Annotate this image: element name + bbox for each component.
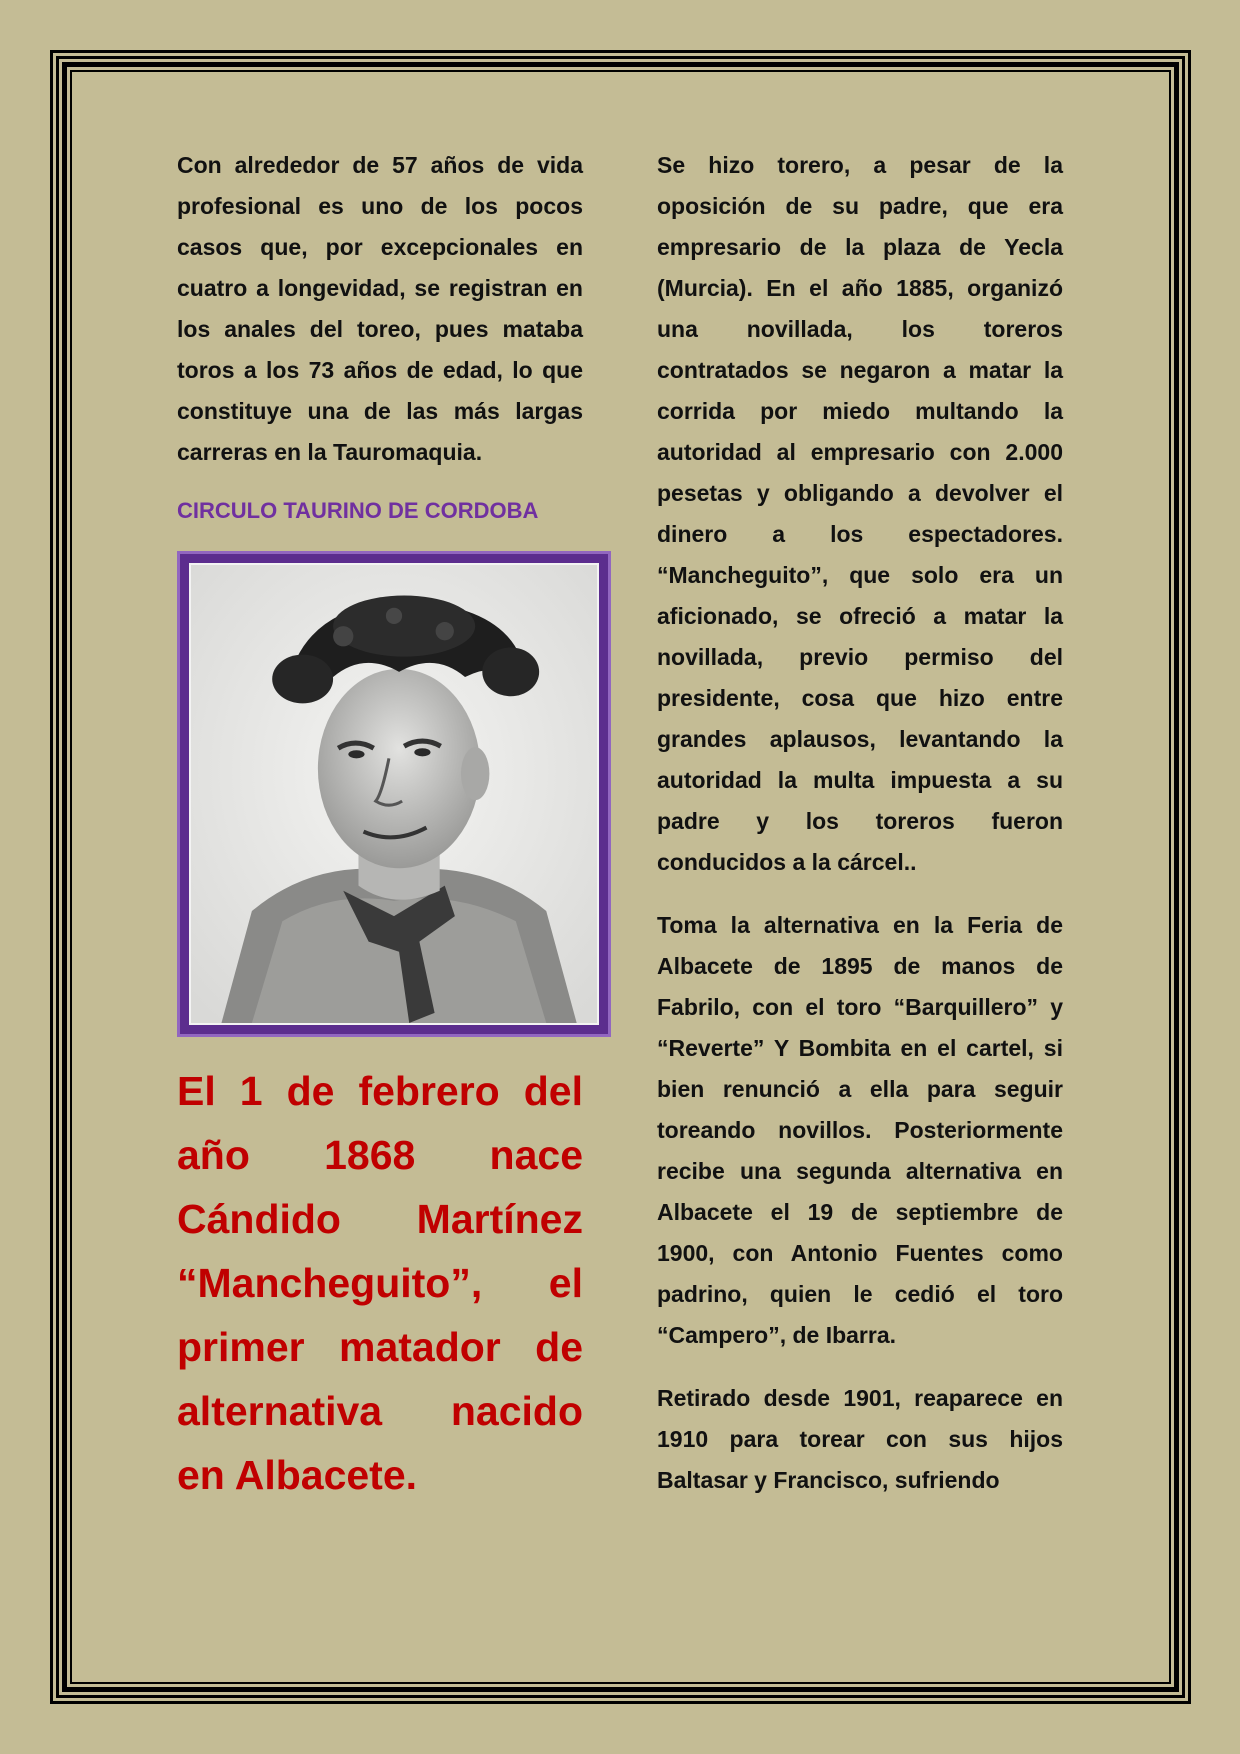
right-column bbox=[657, 145, 1063, 1501]
paragraph-3: Retirado desde 1901, reaparece en 1910 para torear con sus hijos Baltasar y Francisco, sufriendo bbox=[657, 1385, 1063, 1493]
paragraph-2: Toma la alternativa en la Feria de Albacete de 1895 de manos de Fabrilo, con el toro “Barquillero” y “Reverte” Y Bombita en el cartel, si bien renunció a ella para seguir toreando novillos. Posteriormente recibe una segunda alternativa en Albacete el 19 de septiembre de 1900, con Antonio Fuentes como padrino, quien le cedió el toro “Campero”, de Ibarra. bbox=[657, 912, 1063, 1348]
headline: El 1 de febrero del año 1868 nace Cándido Martínez “Mancheguito”, el primer matador de alternativa nacido en Albacete. bbox=[177, 1068, 583, 1498]
portrait-photo-frame bbox=[177, 551, 611, 1037]
portrait-photo-icon bbox=[189, 563, 599, 1025]
source-label: CIRCULO TAURINO DE CORDOBA bbox=[177, 498, 539, 523]
intro-paragraph: Con alrededor de 57 años de vida profesional es uno de los pocos casos que, por excepcionales en cuatro a longevidad, se registran en los anales del toreo, pues mataba toros a los 73 años de edad, lo que constituye una de las más largas carreras en la Tauromaquia. bbox=[177, 152, 583, 465]
paragraph-1: Se hizo torero, a pesar de la oposición de su padre, que era empresario de la plaza de Yecla (Murcia). En el año 1885, organizó una novillada, los toreros contratados se negaron a matar la corrida por miedo multando la autoridad al empresario con 2.000 pesetas y obligando a devolver el dinero a los espectadores. “Mancheguito”, que solo era un aficionado, se ofreció a matar la novillada, previo permiso del presidente, cosa que hizo entre grandes aplausos, levantando la autoridad la multa impuesta a su padre y los toreros fueron conducidos a la cárcel.. bbox=[657, 152, 1063, 875]
left-column bbox=[177, 145, 583, 1507]
